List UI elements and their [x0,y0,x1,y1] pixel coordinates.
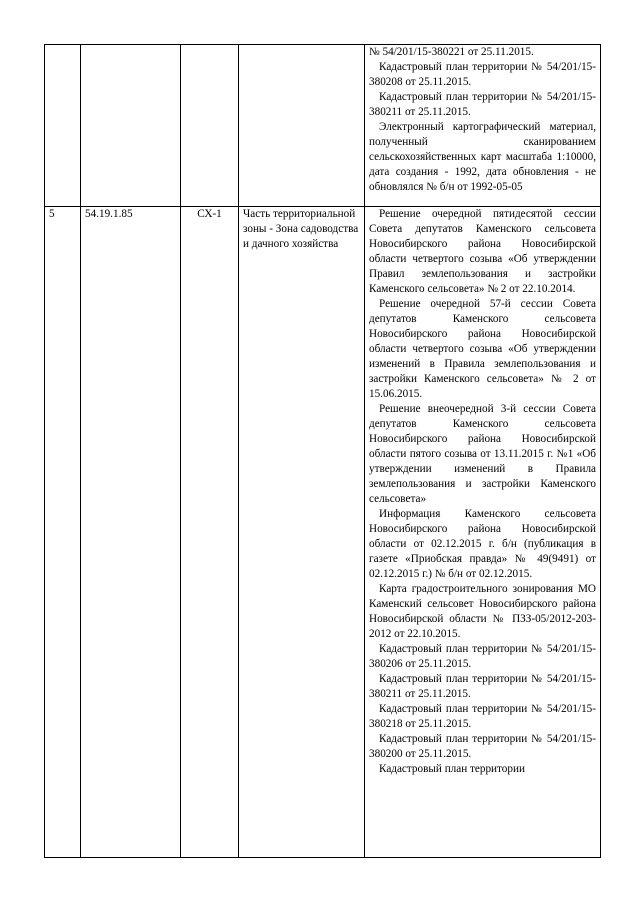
document-entry: Информация Каменского сельсовета Новосибирского района Новосибирской области от 02.12.2015 г. б/н (публикация в газете «Приобская правда» № 49(9491) от 02.12.2015 г.) № б/н от 02.12.2015. [369,508,596,580]
document-entry: Решение очередной 57-й сессии Совета депутатов Каменского сельсовета Новосибирского района Новосибирской области четвертого созыва «Об утверждении изменений в Правила землепользования и застройки Каменского сельсовета» № 2 от 15.06.2015. [369,298,596,400]
registry-code-cell: 54.19.1.85 [81,207,181,858]
document-entry: Карта градостроительного зонирования МО Каменский сельсовет Новосибирского района Новосибирской области № ПЗЗ-05/2012-203-2012 от 22.10.2015. [369,583,596,640]
documents-cell [365,45,601,207]
zone-code-cell: СХ-1 [181,207,239,858]
document-entry: Кадастровый план территории № 54/201/15-380211 от 25.11.2015. [369,91,596,118]
documents-cell [365,207,601,858]
row-number-cell: 5 [45,207,81,858]
document-entry: Кадастровый план территории № 54/201/15-380211 от 25.11.2015. [369,673,596,700]
zone-name-cell [239,45,365,207]
document-entry: Кадастровый план территории № 54/201/15-380218 от 25.11.2015. [369,703,596,730]
document-entry: Решение очередной пятидесятой сессии Совета депутатов Каменского сельсовета Новосибирского района Новосибирской области четвертого созыва «Об утверждении Правил землепользования и застройки Каменского сельсовета» № 2 от 22.10.2014. [369,208,596,295]
document-entry: Кадастровый план территории № 54/201/15-380208 от 25.11.2015. [369,61,596,88]
document-entry: Электронный картографический материал, полученный сканированием сельскохозяйственных карт масштаба 1:10000, дата создания - 1992, дата обновления - не обновлялся № б/н от 1992-05-05 [369,121,596,193]
zone-table [44,44,601,858]
document-entry: № 54/201/15-380221 от 25.11.2015. [369,46,534,58]
table-row [45,207,601,858]
document-entry: Решение внеочередной 3-й сессии Совета депутатов Каменского сельсовета Новосибирского района Новосибирской области пятого созыва от 13.11.2015 г. №1 «Об утверждении изменений в Правила землепользования и застройки Каменского сельсовета» [369,403,596,505]
table-row [45,45,601,207]
document-entry: Кадастровый план территории № 54/201/15-380200 от 25.11.2015. [369,733,596,760]
zone-code-cell [181,45,239,207]
document-entry: Кадастровый план территории [379,763,525,775]
document-entry: Кадастровый план территории № 54/201/15-380206 от 25.11.2015. [369,643,596,670]
row-number-cell [45,45,81,207]
registry-code-cell [81,45,181,207]
zone-name-cell: Часть территориальной зоны - Зона садоводства и дачного хозяйства [239,207,365,858]
